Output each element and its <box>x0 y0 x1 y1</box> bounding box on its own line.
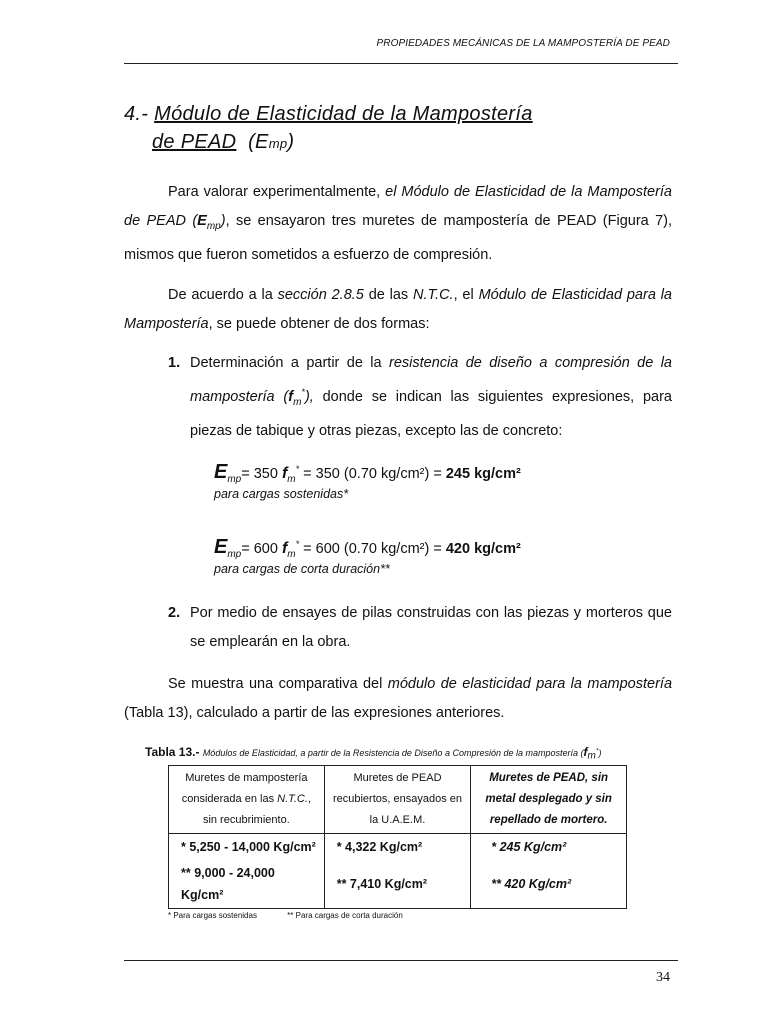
table-footnotes <box>168 911 431 920</box>
table-cell: * 4,322 Kg/cm² <box>324 834 471 861</box>
paragraph-comparison: Se muestra una comparativa del módulo de elasticidad para la mampostería (Tabla 13), calculado a partir de las expresiones anteriores. <box>124 676 673 721</box>
table-cell: ** 9,000 - 24,000 Kg/cm² <box>169 860 325 909</box>
formula-sustained: $E_{mp}= 350$ $f_m^* = 350$ (0.70 kg/cm²) = 245 kg/cm² <box>214 460 521 485</box>
formula-sustained-note: para cargas sostenidas* <box>214 487 349 501</box>
table-row <box>169 860 627 909</box>
running-header: PROPIEDADES MECÁNICAS DE LA MAMPOSTERÍA DE PEAD <box>376 38 670 49</box>
header-rule <box>124 63 678 64</box>
header-cell-ntc: Muretes de mampostería considerada en las N.T.C., sin recubrimiento. <box>169 766 325 834</box>
table-cell: * 5,250 - 14,000 Kg/cm² <box>169 834 325 861</box>
footnote-short: ** Para cargas de corta duración <box>287 911 403 920</box>
paragraph-methods: De acuerdo a la sección 2.8.5 de las N.T.C., el Módulo de Elasticidad para la Mampostería, se puede obtener de dos formas: <box>124 287 672 332</box>
list-item-2: 2. Por medio de ensayes de pilas construidas con las piezas y morteros que se emplearán en la obra. <box>168 605 672 650</box>
formula-short-duration: $E_{mp}= 600$ $f_m^* = 600$ (0.70 kg/cm²) = 420 kg/cm² <box>214 535 521 560</box>
table-caption: Tabla 13.- Módulos de Elasticidad, a partir de la Resistencia de Diseño a Compresión de la mampostería $(f_m^*)$ <box>145 745 602 762</box>
page-number: 34 <box>656 970 670 985</box>
paragraph-intro: Para valorar experimentalmente, el Módulo de Elasticidad de la Mampostería de PEAD $(E_{mp})$, se ensayaron tres muretes de mampostería de PEAD (Figura 7), mismos que fueron sometidos a esfuerzo de compresión. <box>124 184 672 263</box>
table-cell: ** 420 Kg/cm² <box>471 860 627 909</box>
header-cell-uaem: Muretes de PEAD recubiertos, ensayados en la U.A.E.M. <box>324 766 471 834</box>
footer-rule <box>124 960 678 961</box>
table-13 <box>168 765 627 909</box>
table-cell: * 245 Kg/cm² <box>471 834 627 861</box>
header-cell-pead: Muretes de PEAD, sin metal desplegado y sin repellado de mortero. <box>471 766 627 834</box>
formula-short-duration-note: para cargas de corta duración** <box>214 562 390 576</box>
table-cell: ** 7,410 Kg/cm² <box>324 860 471 909</box>
table-header-row <box>169 766 627 834</box>
title-line-1: 4.- Módulo de Elasticidad de la Mampostería <box>124 103 533 125</box>
footnote-sustained: * Para cargas sostenidas <box>168 911 257 920</box>
list-item-1: 1. Determinación a partir de la resistencia de diseño a compresión de la mampostería $(f_m^*)$, donde se indican las siguientes expresiones, para piezas de tabique y otras piezas, excepto las de concreto: <box>168 355 672 439</box>
table-row <box>169 834 627 861</box>
section-title <box>124 100 533 158</box>
title-line-2: de PEAD (Emp) <box>152 131 295 153</box>
